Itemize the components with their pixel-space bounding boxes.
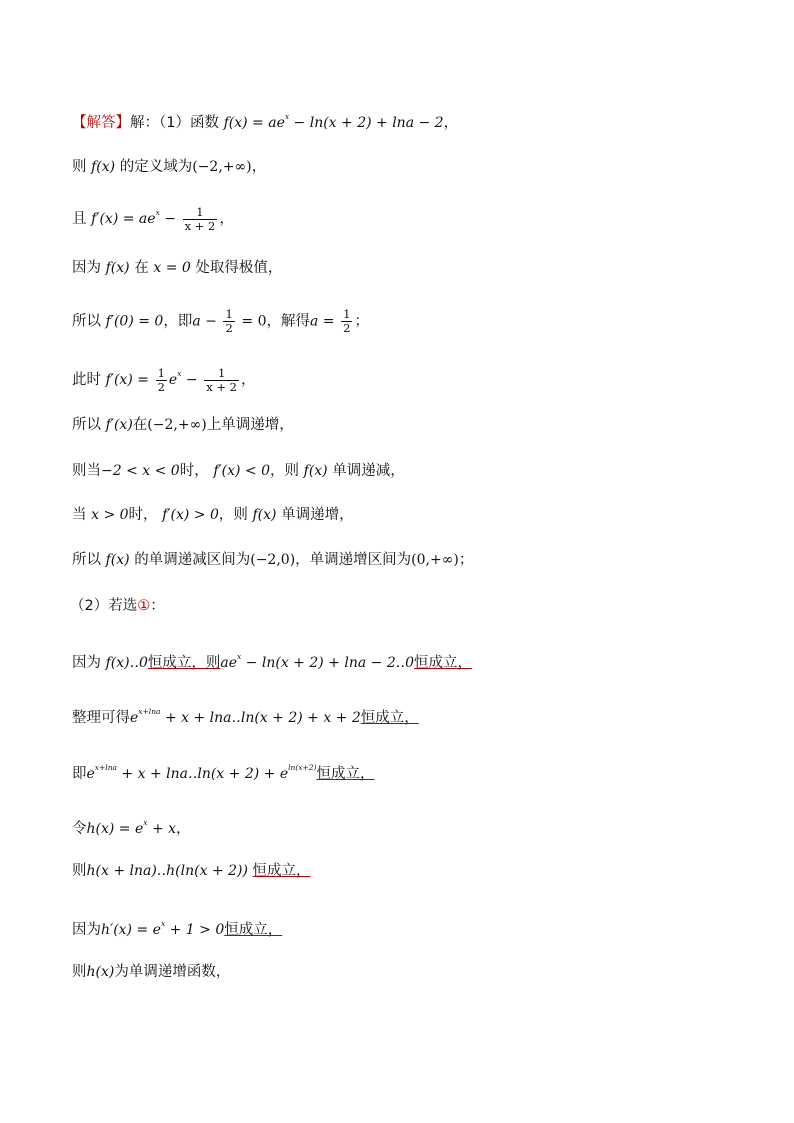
line-2: 则 f(x) 的定义域为(−2,+∞)， <box>72 159 267 175</box>
formula-f: $f(x) = ae^x - \ln(x + 2) + \ln a - 2$ <box>223 112 444 131</box>
line-1: 【解答】解：（1）函数 $f(x) = ae^x - \ln(x + 2) + \ln a - 2$， <box>72 112 459 131</box>
line-4: 因为 f(x) 在 x = 0 处取得极值， <box>72 260 283 276</box>
line-16: 则h(x + lna)‥h(ln(x + 2)) 恒成立， <box>72 863 311 879</box>
line-11: （2）若选①： <box>70 598 165 614</box>
line-18: 则h(x)为单调递增函数， <box>72 964 231 980</box>
fraction: $\frac{1}{2}$ <box>157 365 165 394</box>
line-8: 则当−2 < x < 0时， f′(x) < 0，则 f(x) 单调递减， <box>72 463 405 479</box>
line-17: 因为$h'(x) = e^x + 1 > 0$恒成立， <box>72 919 283 938</box>
circled-one: ① <box>137 598 151 614</box>
line-14: 即$e^{x+lna} + x$ + lna‥ln(x + $2) + e^{ln(x+2)}$恒成立， <box>72 763 375 782</box>
line-7: 所以 f′(x)在(−2,+∞)上单调递增， <box>72 417 294 433</box>
line-9: 当 x > 0时， f′(x) > 0，则 f(x) 单调递增， <box>72 507 354 523</box>
line-3: 且 $f'(x) = ae^x$ − $\frac{1}{x + 2}$ ， <box>72 204 234 233</box>
line-15: 令$h(x) = e^x + x$， <box>72 818 191 837</box>
fraction: $\frac{1}{x + 2}$ <box>206 365 237 394</box>
line-10: 所以 f(x) 的单调递减区间为(−2,0)，单调递增区间为(0,+∞)； <box>72 552 474 568</box>
fraction: $\frac{1}{x + 2}$ <box>184 204 216 233</box>
line-12: 因为 f(x)‥0恒成立，则$ae^x - \ln(x + 2) + \ln a$ − 2‥0恒成立， <box>72 652 472 671</box>
answer-tag: 【解答】 <box>72 115 130 131</box>
line-5: 所以 f′(0) = 0，即a − $\frac{1}{2}$ = 0，解得a = $\frac{1}{2}$ ； <box>72 307 369 335</box>
fraction: $\frac{1}{2}$ <box>225 307 233 335</box>
line-13: 整理可得$e^{x+lna} + x$ + lna‥ln(x + 2) + x + 2恒成立， <box>72 707 419 726</box>
line-6: 此时 f′(x) = $\frac{1}{2}$ $e^x$ − $\frac{1}{x + 2}$ ， <box>72 365 256 394</box>
fraction: $\frac{1}{2}$ <box>343 307 351 335</box>
